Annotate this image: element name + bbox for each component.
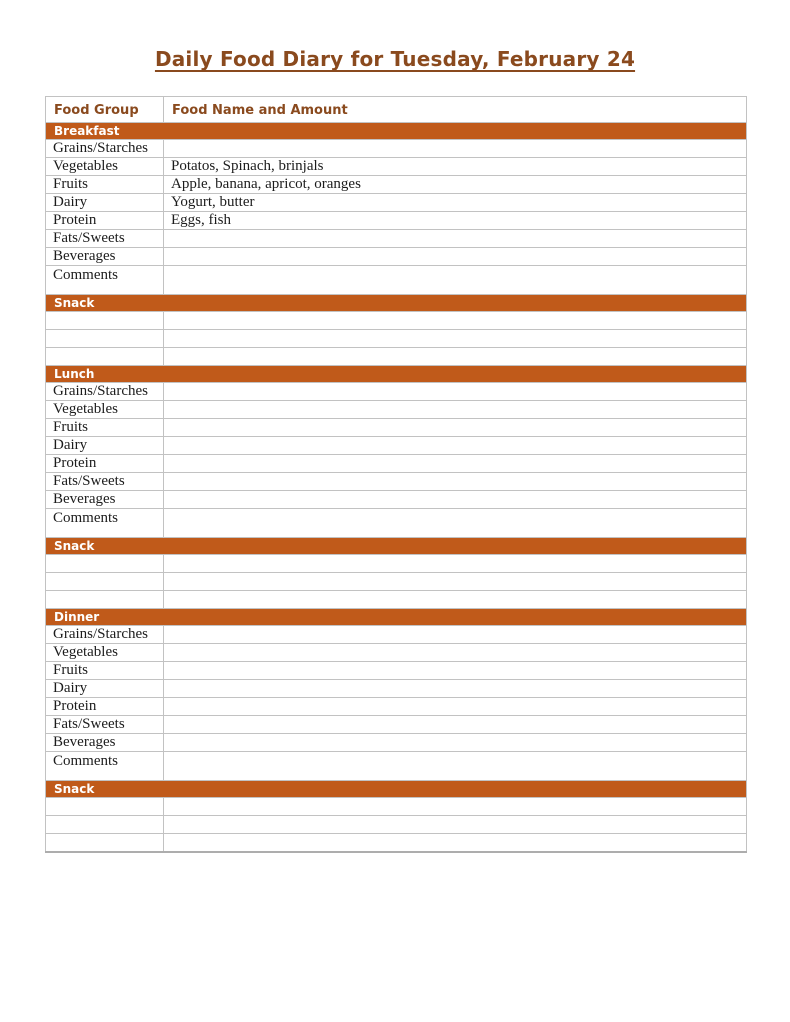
food-value-cell — [164, 266, 747, 295]
table-row — [46, 716, 747, 734]
table-row — [46, 573, 747, 591]
food-value-cell — [164, 644, 747, 662]
food-group-cell — [46, 816, 164, 834]
food-group-cell: Vegetables — [46, 644, 164, 662]
table-body — [46, 123, 747, 852]
food-group-cell: Dairy — [46, 194, 164, 212]
food-group-cell: Vegetables — [46, 158, 164, 176]
food-group-cell: Protein — [46, 212, 164, 230]
table-row — [46, 591, 747, 609]
table-row — [46, 348, 747, 366]
food-value-cell — [164, 509, 747, 538]
food-group-cell: Grains/Starches — [46, 140, 164, 158]
food-group-cell: Comments — [46, 752, 164, 781]
food-value-cell — [164, 591, 747, 609]
food-value-cell — [164, 455, 747, 473]
food-value-cell — [164, 834, 747, 852]
food-group-cell: Fruits — [46, 176, 164, 194]
food-value-cell — [164, 437, 747, 455]
section-label-snack: Snack — [46, 781, 747, 798]
food-group-cell: Vegetables — [46, 401, 164, 419]
food-group-cell: Beverages — [46, 248, 164, 266]
food-group-cell: Fruits — [46, 662, 164, 680]
food-group-cell: Beverages — [46, 491, 164, 509]
table-row — [46, 330, 747, 348]
table-row — [46, 680, 747, 698]
table-row — [46, 455, 747, 473]
food-value-cell — [164, 491, 747, 509]
food-group-cell: Dairy — [46, 437, 164, 455]
food-diary-table — [45, 96, 747, 853]
food-group-cell: Fats/Sweets — [46, 230, 164, 248]
table-row — [46, 816, 747, 834]
table-row — [46, 212, 747, 230]
food-value-cell — [164, 383, 747, 401]
food-group-cell — [46, 573, 164, 591]
table-row — [46, 734, 747, 752]
food-group-cell — [46, 555, 164, 573]
table-row — [46, 491, 747, 509]
food-value-cell — [164, 716, 747, 734]
section-label-breakfast: Breakfast — [46, 123, 747, 140]
food-value-cell — [164, 348, 747, 366]
food-group-cell: Protein — [46, 698, 164, 716]
table-row — [46, 626, 747, 644]
food-value-cell — [164, 473, 747, 491]
table-row — [46, 248, 747, 266]
section-label-lunch: Lunch — [46, 366, 747, 383]
food-group-cell — [46, 312, 164, 330]
table-row — [46, 473, 747, 491]
table-row — [46, 644, 747, 662]
food-group-cell: Fats/Sweets — [46, 473, 164, 491]
food-value-cell: Yogurt, butter — [164, 194, 747, 212]
table-row — [46, 834, 747, 852]
column-header-food-name-amount: Food Name and Amount — [164, 97, 747, 123]
food-value-cell — [164, 419, 747, 437]
food-value-cell — [164, 140, 747, 158]
food-value-cell — [164, 230, 747, 248]
table-row — [46, 662, 747, 680]
food-group-cell — [46, 348, 164, 366]
food-value-cell — [164, 734, 747, 752]
table-row — [46, 383, 747, 401]
food-group-cell — [46, 834, 164, 852]
section-header-row — [46, 538, 747, 555]
food-value-cell — [164, 248, 747, 266]
section-label-snack: Snack — [46, 295, 747, 312]
food-value-cell — [164, 662, 747, 680]
section-header-row — [46, 295, 747, 312]
food-value-cell — [164, 312, 747, 330]
section-header-row — [46, 609, 747, 626]
food-group-cell: Comments — [46, 266, 164, 295]
table-row — [46, 266, 747, 295]
food-value-cell: Eggs, fish — [164, 212, 747, 230]
food-value-cell — [164, 401, 747, 419]
table-row — [46, 140, 747, 158]
table-row — [46, 194, 747, 212]
food-group-cell: Comments — [46, 509, 164, 538]
column-header-food-group: Food Group — [46, 97, 164, 123]
food-value-cell — [164, 752, 747, 781]
table-row — [46, 312, 747, 330]
food-value-cell — [164, 626, 747, 644]
food-group-cell: Beverages — [46, 734, 164, 752]
food-value-cell — [164, 816, 747, 834]
food-value-cell — [164, 798, 747, 816]
food-group-cell: Fruits — [46, 419, 164, 437]
table-row — [46, 555, 747, 573]
food-group-cell: Protein — [46, 455, 164, 473]
table-row — [46, 176, 747, 194]
table-row — [46, 419, 747, 437]
section-header-row — [46, 123, 747, 140]
section-header-row — [46, 366, 747, 383]
table-row — [46, 158, 747, 176]
food-value-cell — [164, 555, 747, 573]
food-value-cell — [164, 330, 747, 348]
food-value-cell — [164, 698, 747, 716]
food-group-cell: Fats/Sweets — [46, 716, 164, 734]
table-row — [46, 401, 747, 419]
table-row — [46, 230, 747, 248]
food-group-cell — [46, 330, 164, 348]
food-group-cell — [46, 798, 164, 816]
food-value-cell — [164, 573, 747, 591]
table-row — [46, 437, 747, 455]
food-value-cell: Potatos, Spinach, brinjals — [164, 158, 747, 176]
table-row — [46, 698, 747, 716]
table-header-row — [46, 97, 747, 123]
section-label-dinner: Dinner — [46, 609, 747, 626]
section-label-snack: Snack — [46, 538, 747, 555]
section-header-row — [46, 781, 747, 798]
food-value-cell — [164, 680, 747, 698]
table-row — [46, 509, 747, 538]
page-title: Daily Food Diary for Tuesday, February 24 — [154, 47, 636, 71]
table-row — [46, 798, 747, 816]
table-row — [46, 752, 747, 781]
food-group-cell: Dairy — [46, 680, 164, 698]
food-group-cell: Grains/Starches — [46, 383, 164, 401]
food-value-cell: Apple, banana, apricot, oranges — [164, 176, 747, 194]
food-group-cell — [46, 591, 164, 609]
food-group-cell: Grains/Starches — [46, 626, 164, 644]
